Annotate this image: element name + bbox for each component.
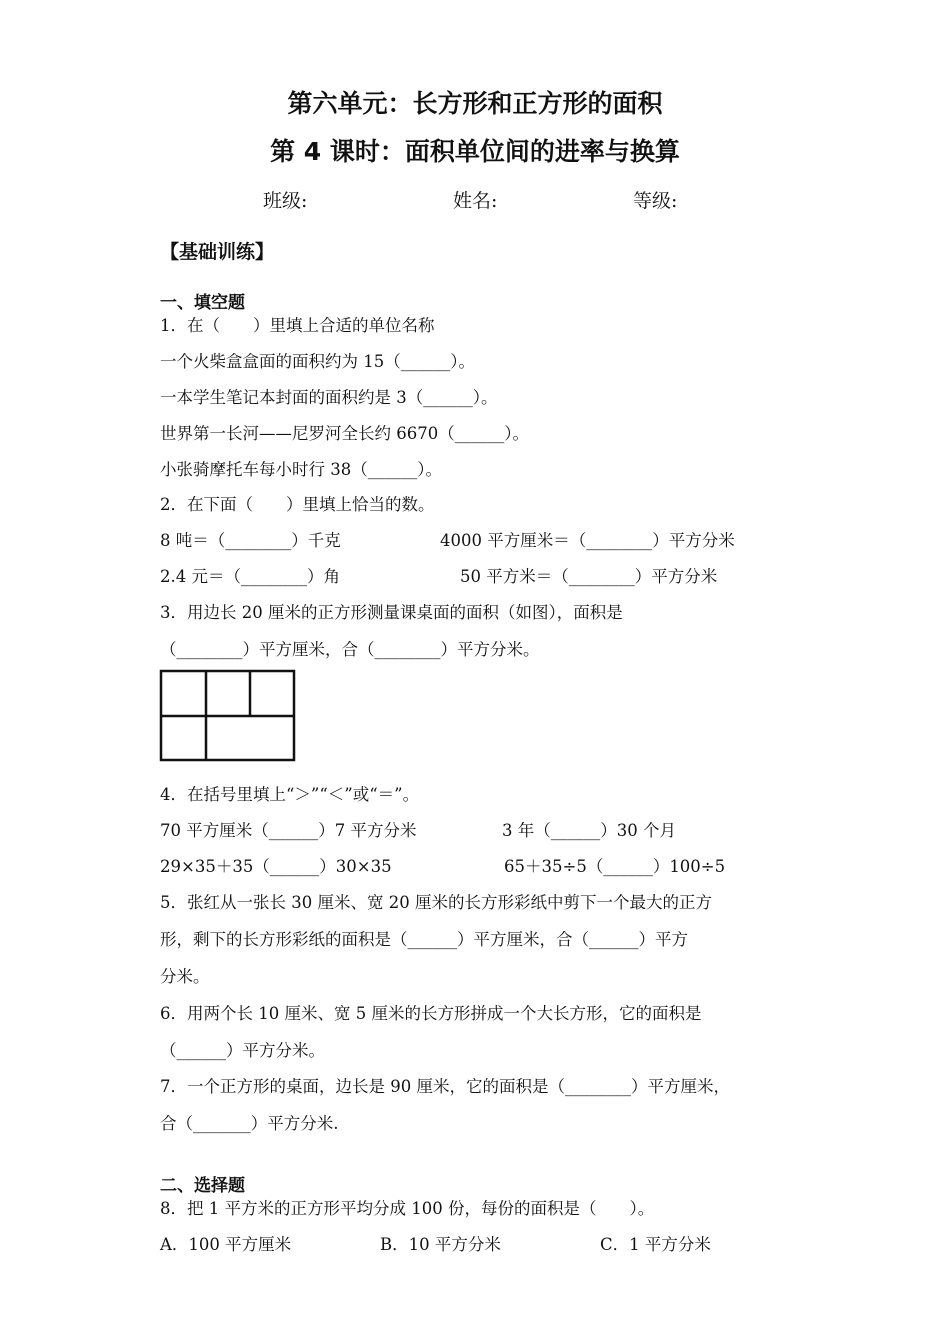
lesson-title: 第 4 课时：面积单位间的进率与换算 (270, 137, 680, 166)
q5-line1: 5．张红从一张长 30 厘米、宽 20 厘米的长方形彩纸中剪下一个最大的正方 (160, 893, 712, 912)
q2-a1: 8 吨＝（________）千克 (160, 531, 341, 550)
q6-line2: （______）平方分米。 (160, 1041, 325, 1060)
q6-line1: 6．用两个长 10 厘米、宽 5 厘米的长方形拼成一个大长方形，它的面积是 (160, 1004, 702, 1023)
q3-stem: 3．用边长 20 厘米的正方形测量课桌面的面积（如图），面积是 (160, 603, 623, 622)
q8-stem: 8．把 1 平方米的正方形平均分成 100 份，每份的面积是（ ）。 (160, 1199, 655, 1218)
q5-line3: 分米。 (160, 967, 210, 986)
q8-option-b: B．10 平方分米 (380, 1235, 501, 1254)
q2-stem: 2．在下面（ ）里填上恰当的数。 (160, 495, 435, 514)
class-label: 班级: (263, 190, 308, 212)
q4-a2: 3 年（______）30 个月 (502, 821, 676, 840)
grade-label: 等级: (633, 190, 678, 212)
q4-b2: 65＋35÷5（______）100÷5 (504, 857, 726, 876)
q8-option-a: A．100 平方厘米 (160, 1235, 292, 1254)
q1-d: 小张骑摩托车每小时行 38（______）。 (160, 460, 442, 479)
q4-b1: 29×35＋35（______）30×35 (160, 857, 392, 876)
q2-b1: 2.4 元＝（________）角 (160, 567, 340, 586)
q2-b2: 50 平方米＝（________）平方分米 (460, 567, 718, 586)
section-fill-blank: 一、填空题 (160, 293, 245, 313)
worksheet-title: 第六单元：长方形和正方形的面积 (287, 89, 663, 118)
basic-training-heading: 【基础训练】 (160, 241, 275, 263)
q4-stem: 4．在括号里填上“＞”“＜”或“＝”。 (160, 785, 420, 804)
q4-a1: 70 平方厘米（______）7 平方分米 (160, 821, 417, 840)
q1-stem: 1．在（ ）里填上合适的单位名称 (160, 316, 435, 335)
q5-line2: 形，剩下的长方形彩纸的面积是（______）平方厘米，合（______）平方 (160, 930, 688, 949)
q1-c: 世界第一长河——尼罗河全长约 6670（______）。 (160, 424, 529, 443)
name-label: 姓名: (453, 190, 498, 212)
desk-diagram (158, 669, 298, 764)
q1-a: 一个火柴盒盒面的面积约为 15（______）。 (160, 352, 475, 371)
q2-a2: 4000 平方厘米＝（________）平方分米 (440, 531, 735, 550)
q3-cont: （________）平方厘米，合（________）平方分米。 (160, 640, 540, 659)
q7-line2: 合（_______）平方分米. (160, 1114, 339, 1133)
section-multiple-choice: 二、选择题 (160, 1176, 245, 1196)
q8-option-c: C．1 平方分米 (600, 1235, 711, 1254)
q7-line1: 7．一个正方形的桌面，边长是 90 厘米，它的面积是（________）平方厘米， (160, 1077, 730, 1096)
q1-b: 一本学生笔记本封面的面积约是 3（______）。 (160, 388, 498, 407)
